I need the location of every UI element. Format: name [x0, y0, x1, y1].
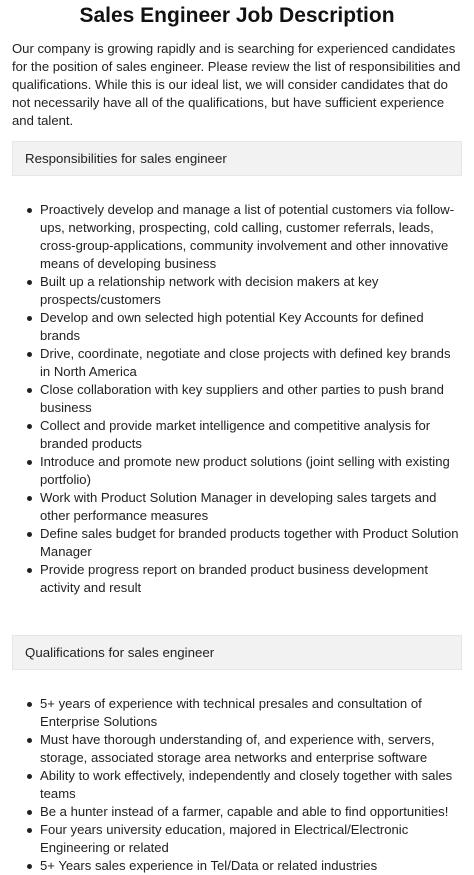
responsibilities-heading: Responsibilities for sales engineer [12, 141, 462, 176]
responsibility-item: Collect and provide market intelligence and competitive analysis for branded products [12, 417, 462, 453]
responsibility-item: Built up a relationship network with decision makers at key prospects/customers [12, 273, 462, 309]
responsibility-item: Close collaboration with key suppliers and other parties to push brand business [12, 381, 462, 417]
page-title: Sales Engineer Job Description [79, 4, 395, 27]
qualification-item: Ability to work effectively, independently and closely together with sales teams [12, 767, 462, 803]
responsibility-item: Provide progress report on branded product business development activity and result [12, 561, 462, 597]
responsibility-item: Drive, coordinate, negotiate and close projects with defined key brands in North America [12, 345, 462, 381]
qualification-item: Must have thorough understanding of, and experience with, servers, storage, associated storage area networks and enterprise software [12, 731, 462, 767]
section-spacer [12, 597, 462, 624]
responsibility-item: Develop and own selected high potential Key Accounts for defined brands [12, 309, 462, 345]
responsibilities-list [12, 201, 462, 597]
qualification-item: Be a hunter instead of a farmer, capable and able to find opportunities! [12, 803, 462, 821]
qualification-item: 5+ Years sales experience in Tel/Data or related industries [12, 857, 462, 875]
qualifications-heading: Qualifications for sales engineer [12, 635, 462, 670]
responsibility-item: Introduce and promote new product solutions (joint selling with existing portfolio) [12, 453, 462, 489]
responsibility-item: Define sales budget for branded products together with Product Solution Manager [12, 525, 462, 561]
intro-paragraph: Our company is growing rapidly and is searching for experienced candidates for the position of sales engineer. Please review the list of responsibilities and qualifications. While this is our ideal list, we will consider candidates that do not necessarily have all of the qualifications, but have sufficient experience and talent. [12, 41, 461, 128]
responsibility-item: Work with Product Solution Manager in developing sales targets and other performance measures [12, 489, 462, 525]
qualification-item: 5+ years of experience with technical presales and consultation of Enterprise Solutions [12, 695, 462, 731]
qualification-item: Four years university education, majored in Electrical/Electronic Engineering or related [12, 821, 462, 857]
qualifications-list [12, 695, 462, 875]
responsibility-item: Proactively develop and manage a list of potential customers via follow-ups, networking, prospecting, cold calling, customer referrals, leads, cross-group-applications, community involvement and other innovative means of developing business [12, 201, 462, 273]
